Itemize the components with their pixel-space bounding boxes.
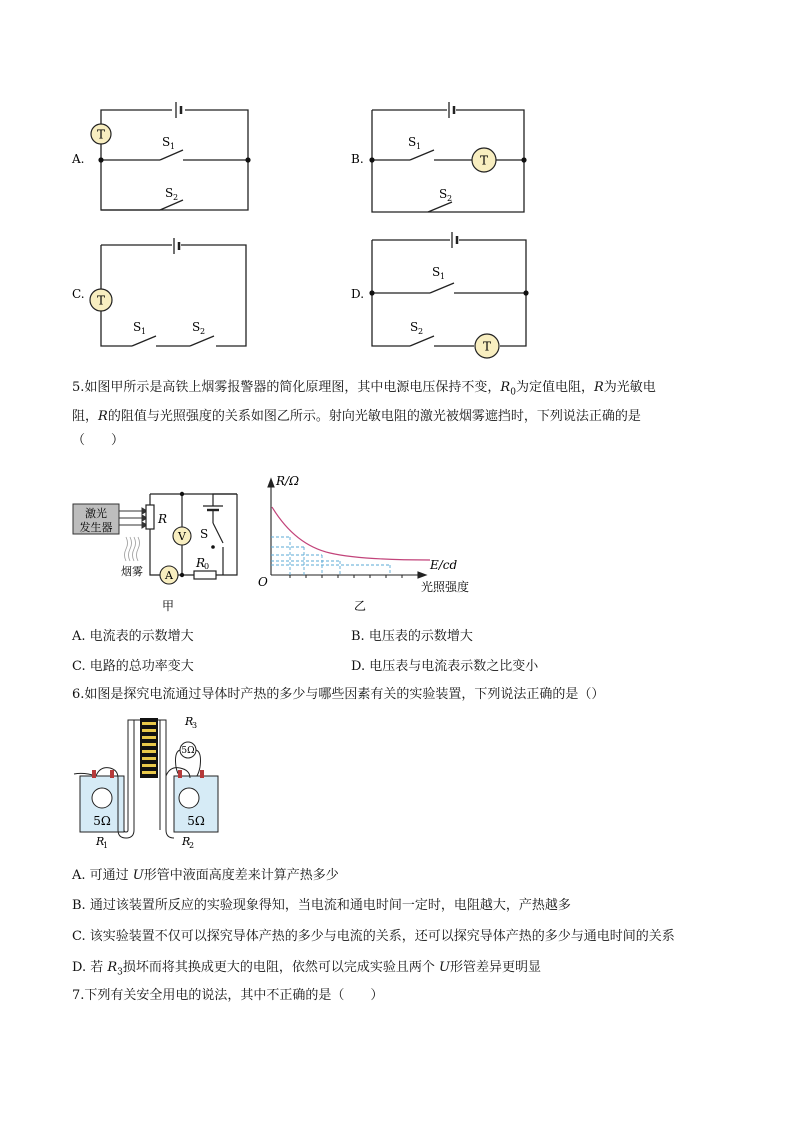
q5-option-b: B. 电压表的示数增大 [351, 629, 473, 644]
svg-text:S: S [192, 320, 201, 334]
circuit-c [101, 238, 246, 346]
svg-text:发生器: 发生器 [79, 521, 113, 534]
svg-text:1: 1 [416, 142, 422, 151]
svg-text:2: 2 [447, 194, 453, 203]
question-6: 6.如图是探究电流通过导体时产热的多少与哪些因素有关的实验装置，下列说法正确的是（） [72, 687, 605, 702]
ammeter-icon [160, 566, 178, 584]
q5-figure [60, 465, 500, 615]
svg-text:1: 1 [440, 272, 446, 281]
svg-text:V: V [178, 530, 186, 543]
lamp-b-icon [472, 148, 496, 172]
option-b-label: B. [351, 152, 364, 166]
svg-text:光照强度: 光照强度 [421, 580, 470, 594]
svg-text:A: A [165, 569, 173, 582]
svg-text:R: R [196, 556, 206, 570]
option-a-label: A. [72, 152, 85, 166]
voltmeter-icon [173, 527, 191, 545]
svg-text:R: R [158, 512, 168, 526]
svg-text:0: 0 [204, 562, 210, 571]
light-resistance-graph [258, 474, 469, 613]
svg-text:5Ω: 5Ω [93, 814, 111, 828]
circuit-d [372, 232, 526, 346]
question-5-blank: （ ） [72, 432, 125, 448]
switch-labels [133, 135, 452, 336]
svg-text:T: T [479, 153, 489, 168]
svg-text:烟雾: 烟雾 [121, 565, 143, 578]
svg-text:R/Ω: R/Ω [276, 474, 300, 488]
q6-option-c: C. 该实验装置不仅可以探究导体产热的多少与电流的关系，还可以探究导体产热的多少与通电时间的关系 [72, 929, 675, 944]
svg-text:T: T [482, 339, 492, 354]
q6-option-b: B. 通过该装置所反应的实验现象得知，当电流和通电时间一定时，电阻越大，产热越多 [72, 898, 571, 913]
svg-text:3: 3 [192, 721, 198, 730]
svg-text:T: T [96, 127, 106, 142]
lamp-c-icon [90, 289, 112, 311]
svg-text:S: S [162, 135, 171, 149]
svg-text:S: S [133, 320, 142, 334]
svg-text:激光: 激光 [85, 507, 107, 520]
question-5-line-2: 阻，R的阻值与光照强度的关系如图乙所示。射向光敏电阻的激光被烟雾遮挡时，下列说法正确的是 [72, 408, 641, 424]
question-7: 7.下列有关安全用电的说法，其中不正确的是（ ） [72, 988, 384, 1003]
svg-text:R: R [96, 835, 105, 848]
svg-text:5Ω: 5Ω [181, 746, 195, 756]
svg-text:R: R [182, 835, 191, 848]
circuit-diagrams [0, 0, 794, 360]
smoke-icon [125, 537, 140, 561]
svg-text:E/cd: E/cd [430, 558, 458, 572]
svg-text:R: R [185, 715, 194, 728]
option-c-label: C. [72, 287, 85, 301]
lamp-d-icon [475, 334, 499, 358]
svg-text:S: S [439, 187, 448, 201]
svg-text:甲: 甲 [161, 599, 175, 613]
svg-text:S: S [408, 135, 417, 149]
svg-text:1: 1 [103, 841, 109, 850]
lamp-a-icon [91, 124, 111, 144]
svg-text:1: 1 [170, 142, 176, 151]
svg-text:S: S [432, 265, 441, 279]
svg-text:S: S [200, 527, 209, 541]
svg-text:T: T [96, 293, 106, 308]
q5-option-c: C. 电路的总功率变大 [72, 659, 194, 674]
svg-text:2: 2 [189, 841, 195, 850]
svg-text:2: 2 [200, 327, 206, 336]
q6-option-a: A. 可通过 U形管中液面高度差来计算产热多少 [72, 868, 339, 883]
svg-text:乙: 乙 [353, 599, 367, 613]
q6-figure [70, 712, 290, 852]
svg-text:2: 2 [418, 327, 424, 336]
q5-option-a: A. 电流表的示数增大 [72, 629, 194, 644]
svg-text:S: S [410, 320, 419, 334]
svg-text:2: 2 [173, 193, 179, 202]
option-d-label: D. [351, 287, 365, 301]
q5-option-d: D. 电压表与电流表示数之比变小 [351, 659, 539, 674]
svg-text:1: 1 [141, 327, 147, 336]
q6-option-d: D. 若 $R_3$损坏而将其换成更大的电阻，依然可以完成实验且两个 U形管差异更明显 [72, 960, 542, 978]
svg-text:S: S [165, 186, 174, 200]
svg-text:5Ω: 5Ω [187, 814, 205, 828]
svg-text:O: O [258, 575, 268, 589]
question-5 [72, 376, 722, 453]
question-5-line-1: 5.如图甲所示是高铁上烟雾报警器的简化原理图，其中电源电压保持不变，$R_0$为定值电阻，R为光敏电 [72, 380, 656, 398]
